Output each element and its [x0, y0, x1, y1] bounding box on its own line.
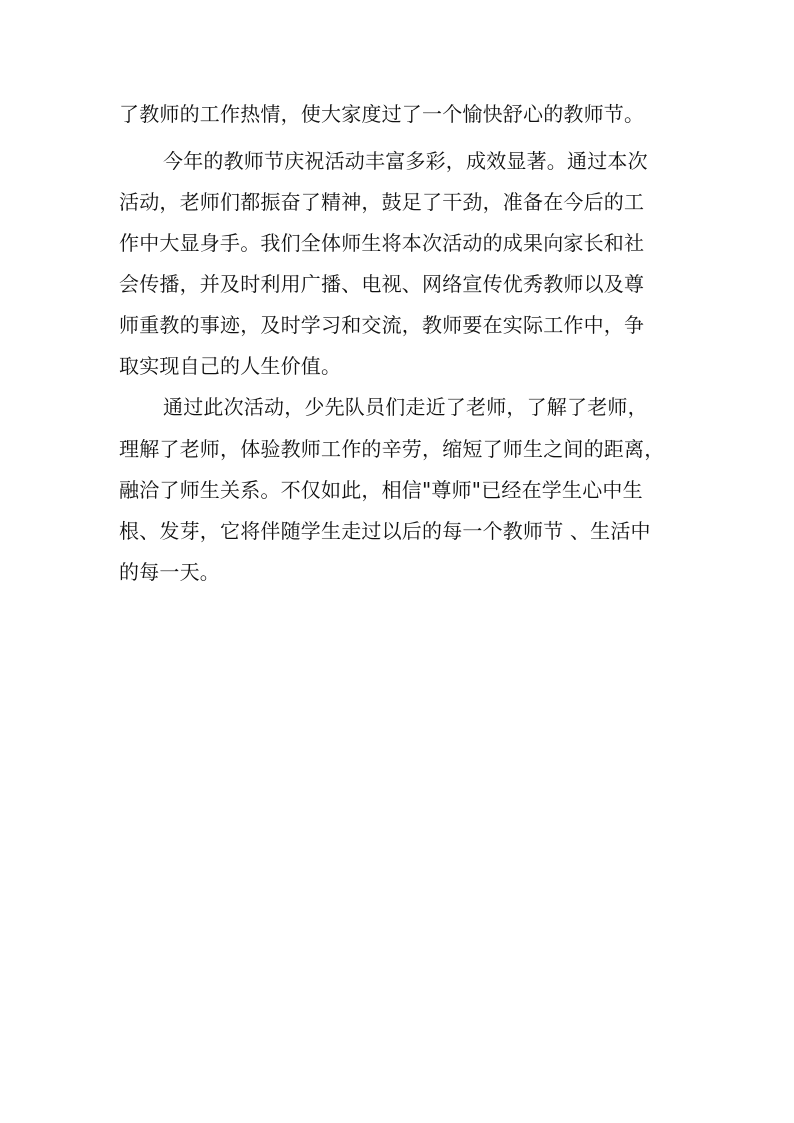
- text-line: 融洽了师生关系。不仅如此，相信"尊师"已经在学生心中生: [119, 478, 643, 502]
- text-line: 活动，老师们都振奋了精神，鼓足了干劲，准备在今后的工: [119, 190, 645, 214]
- text-line: 会传播，并及时利用广播、电视、网络宣传优秀教师以及尊: [119, 272, 645, 296]
- paragraph-first-line: 今年的教师节庆祝活动丰富多彩，成效显著。通过本次: [163, 149, 648, 173]
- text-line: 理解了老师，体验教师工作的辛劳，缩短了师生之间的距离，: [119, 437, 665, 461]
- paragraph-first-line: 通过此次活动，少先队员们走近了老师，了解了老师，: [163, 395, 648, 419]
- text-line: 作中大显身手。我们全体师生将本次活动的成果向家长和社: [119, 231, 645, 255]
- text-line: 师重教的事迹，及时学习和交流，教师要在实际工作中，争: [119, 313, 645, 337]
- text-line: 根、发芽，它将伴随学生走过以后的每一个教师节 、生活中: [119, 519, 651, 543]
- text-line: 了教师的工作热情，使大家度过了一个愉快舒心的教师节。: [119, 102, 645, 126]
- text-line: 取实现自己的人生价值。: [119, 354, 342, 378]
- text-line: 的每一天。: [119, 560, 220, 584]
